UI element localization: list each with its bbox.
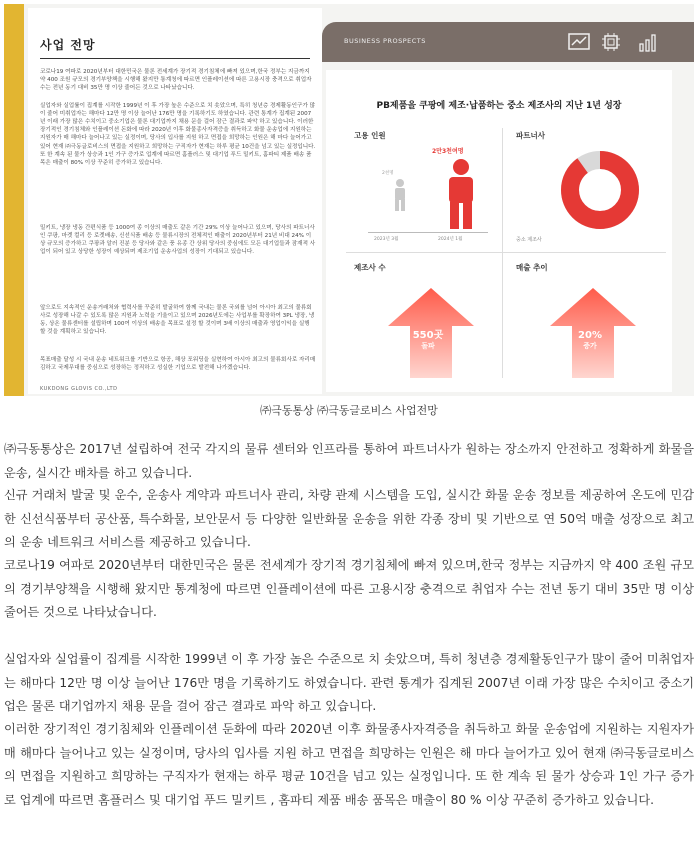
manufacturers-value-line1: 550곳 [412, 330, 444, 341]
business-prospects-figure [4, 4, 694, 396]
sales-label: 매출 추이 [516, 263, 548, 272]
sales-value [540, 330, 640, 350]
chip-icon [600, 32, 622, 52]
doc-brand-footer: KUKDONG GLOVIS CO.,LTD [40, 386, 118, 392]
article-paragraph-3: 코로나19 여파로 2020년부터 대한민국은 물론 전세계가 장기적 경기침체에 빠져 있으며,한국 정부는 지금까지 약 400 조원 규모의 경기부양책을 시행해 왔지만 통계청에 따르면 인플레이션에 따른 고용시장 충격으로 취업자 수는 전년 동기 대비 35만 명 이상 줄어든 것으로 나타났습니다. [4, 558, 694, 619]
header-label: BUSINESS PROSPECTS [344, 37, 426, 45]
article-paragraph-5: 이러한 장기적인 경기침체와 인플레이션 둔화에 따라 2020년 이후 화물종사자격증을 취득하고 화물 운송업에 지원하는 지원자가 매 해마다 늘어나고 있는 실정이며, 당사의 입사를 지원 하고 면접을 희망하는 인원은 해 마다 늘어가고 있어 현재 ㈜극동글로비스의 면접을 지원하고 희망하는 구직자가 현재는 하루 평균 10건을 넘고 있는 실정입니다. 또 한 계속 된 물가 상승과 1인 가구 증가로 업계에 따르면 홈플러스 및 대기업 푸드 밀키트 , 홈파티 제품 배송 품목은 매출이 80 % 이상 꾸준히 증가하고 있습니다. [4, 722, 694, 807]
partners-share-caption: 중소 제조사 [516, 237, 542, 243]
sales-cell [508, 256, 672, 384]
employment-after-year: 2024년 1월 [438, 237, 463, 242]
employment-label: 고용 인원 [354, 131, 386, 140]
partners-label: 파트너사 [516, 131, 545, 140]
manufacturers-value-line2: 돌파 [421, 342, 435, 350]
doc-title: 사업 전망 [40, 38, 96, 52]
header-band [322, 22, 694, 62]
infographic-title: PB제품을 쿠팡에 제조·납품하는 중소 제조사의 지난 1년 성장 [376, 101, 622, 111]
figure-caption: ㈜극동통상 ㈜극동글로비스 사업전망 [260, 404, 438, 417]
sales-value-line1: 20% [578, 330, 602, 341]
employment-before-year: 2023년 3월 [374, 237, 399, 242]
employment-baseline [368, 232, 488, 233]
employment-before-caption: 2천명 [382, 171, 394, 176]
gold-side-bar [4, 4, 24, 396]
doc-paragraph-2: 실업자와 실업률이 집계를 시작한 1999년 이 후 가장 높은 수준으로 치 솟았으며, 특히 청년층 경제활동인구가 많이 줄어 미취업자는 해마다 12만 명 이상 늘어난 176만 명을 기록하기도 하였습니다. 관련 통계가 집계된 2007년 이래 가장 많은 수치이고 중소기업은 물론 대기업까지 채용 문을 걸어 잠근 결과로 파악 하고 있습니다. 이러한 장기적인 경기침체와 인플레이션 돈화에 따라 2020년 이후 화물종사자격증을 취득하고 화물 운송업에 지원하는 지원자가 매 해마다 늘어나고 있는 실정이며, 당사의 입사를 지원 하고 면접을 희망하는 인원은 해 마다 늘어가고 있어 현재 ㈜극동글로비스의 면접을 지원하고 희망하는 구직자가 현재는 하루 평균 10건을 넘고 있는 실정입니다. 또 한 계속 된 물가 상승과 1인 가구 증가로 업계에 따르면 홈플러스 및 대기업 푸드 밀키트, 홈파티 제품 배송 품목은 매출이 80% 이상 꾸준히 증가하고 있습니다. [40, 103, 316, 166]
document-page [28, 8, 322, 394]
employment-after-caption: 2만3천여명 [432, 148, 464, 155]
sales-value-line2: 증가 [583, 342, 597, 350]
person-large-icon [444, 158, 478, 236]
manufacturers-label: 제조사 수 [354, 263, 386, 272]
person-small-icon [392, 178, 408, 217]
bar-chart-icon [638, 32, 660, 52]
article-paragraph-1: ㈜극동통상은 2017년 설립하여 전국 각지의 물류 센터와 인프라를 통하여 파트너사가 원하는 장소까지 안전하고 정확하게 화물을 운송, 실시간 배차를 하고 있습니다. [4, 442, 694, 480]
doc-paragraph-4: 앞으로도 지속적인 운송거래처와 협력사를 꾸준히 발굴하여 함께 국내는 물론 국외를 넘어 아시아 최고의 물류회사로 성장해 나갈 수 있도록 많은 지원과 노력을 기울이고 있으며 2026년도에는 사업부를 확장하여 3PL 냉장, 냉동, 상온 물류센터를 설립하며 100여 이상의 배송을 목표로 설정 할 것이며 3배 이상의 매출과 영업이익을 실행 할 것을 계획하고 있습니다. [40, 305, 315, 336]
article-paragraph-2: 신규 거래처 발굴 및 운수, 운송사 계약과 파트너사 관리, 차량 관제 시스템을 도입, 실시간 화물 운송 정보를 제공하여 온도에 민감한 신선식품부터 공산품, 특수화물, 보안문서 등 다양한 일반화물 운송을 위한 각종 장비 및 기반으로 연 50억 매출 성장으로 최고의 운송 네트워크 서비스를 제공하고 있습니다. [4, 488, 694, 549]
growth-infographic [326, 70, 672, 392]
doc-paragraph-1: 코로나19 여파로 2020년부터 대한민국은 물론 전세계가 장기적 경기침체에 빠져 있으며,한국 정부는 지금까지 약 400 조원 규모의 경기부양책을 시행해 왔지만 통계청에 따르면 인플레이션에 따른 고용시장 충격으로 취업자 수는 전년 동기 대비 35만 명 이상 줄어든 것으로 나타났습니다. [40, 69, 312, 92]
partners-share-value: 90% [588, 180, 612, 191]
infographic-divider-horizontal [346, 252, 666, 253]
partners-cell [508, 124, 672, 252]
employment-cell [346, 124, 510, 252]
article-paragraph-4: 실업자와 실업률이 집계를 시작한 1999년 이 후 가장 높은 수준으로 치 솟았으며, 특히 청년층 경제활동인구가 많이 줄어 미취업자는 해마다 12만 명 이상 늘어난 176만 명을 기록하기도 하였습니다. 관련 통계가 집계된 2007년 이래 가장 많은 수치이고 중소기업은 물론 대기업까지 채용 문을 걸어 잠근 결과로 파악 하고 있습니다. [4, 652, 694, 713]
doc-paragraph-5: 목표매출 달성 시 국내 운송 네트워크를 기반으로 항공, 해상 포워딩을 실현하여 아시아 최고의 물류회사로 자리매김하고 국제무대를 중심으로 성장하는 정직하고 성실한 기업으로 발전해 나가겠습니다. [40, 357, 316, 372]
doc-title-divider [40, 58, 310, 59]
manufacturers-value [378, 330, 478, 350]
manufacturers-cell [346, 256, 510, 384]
doc-paragraph-3: 밀키트, 냉장 냉동 간편식품 등 1000여 종 이상의 매출도 같은 기간 29% 이상 늘어나고 있으며, 당사의 파트너사인 쿠팡, 마켓 컬리 등 로켓배송, 신선식품 배송 등 물류시장의 전체적인 매출이 2020년부터 21년 비대 24% 이상 규모의 증가하고 쿠팡과 알러 진분 등 당사와 같은 풍 유종 간 상위 당사의 중심에도 모든 대기업들과 잠재적 사업이 되어 있고 상당한 성장이 예상되며 제조기업 운송사업의 성장이 기대되고 있습니다. [40, 225, 316, 256]
chart-icon [568, 32, 590, 52]
